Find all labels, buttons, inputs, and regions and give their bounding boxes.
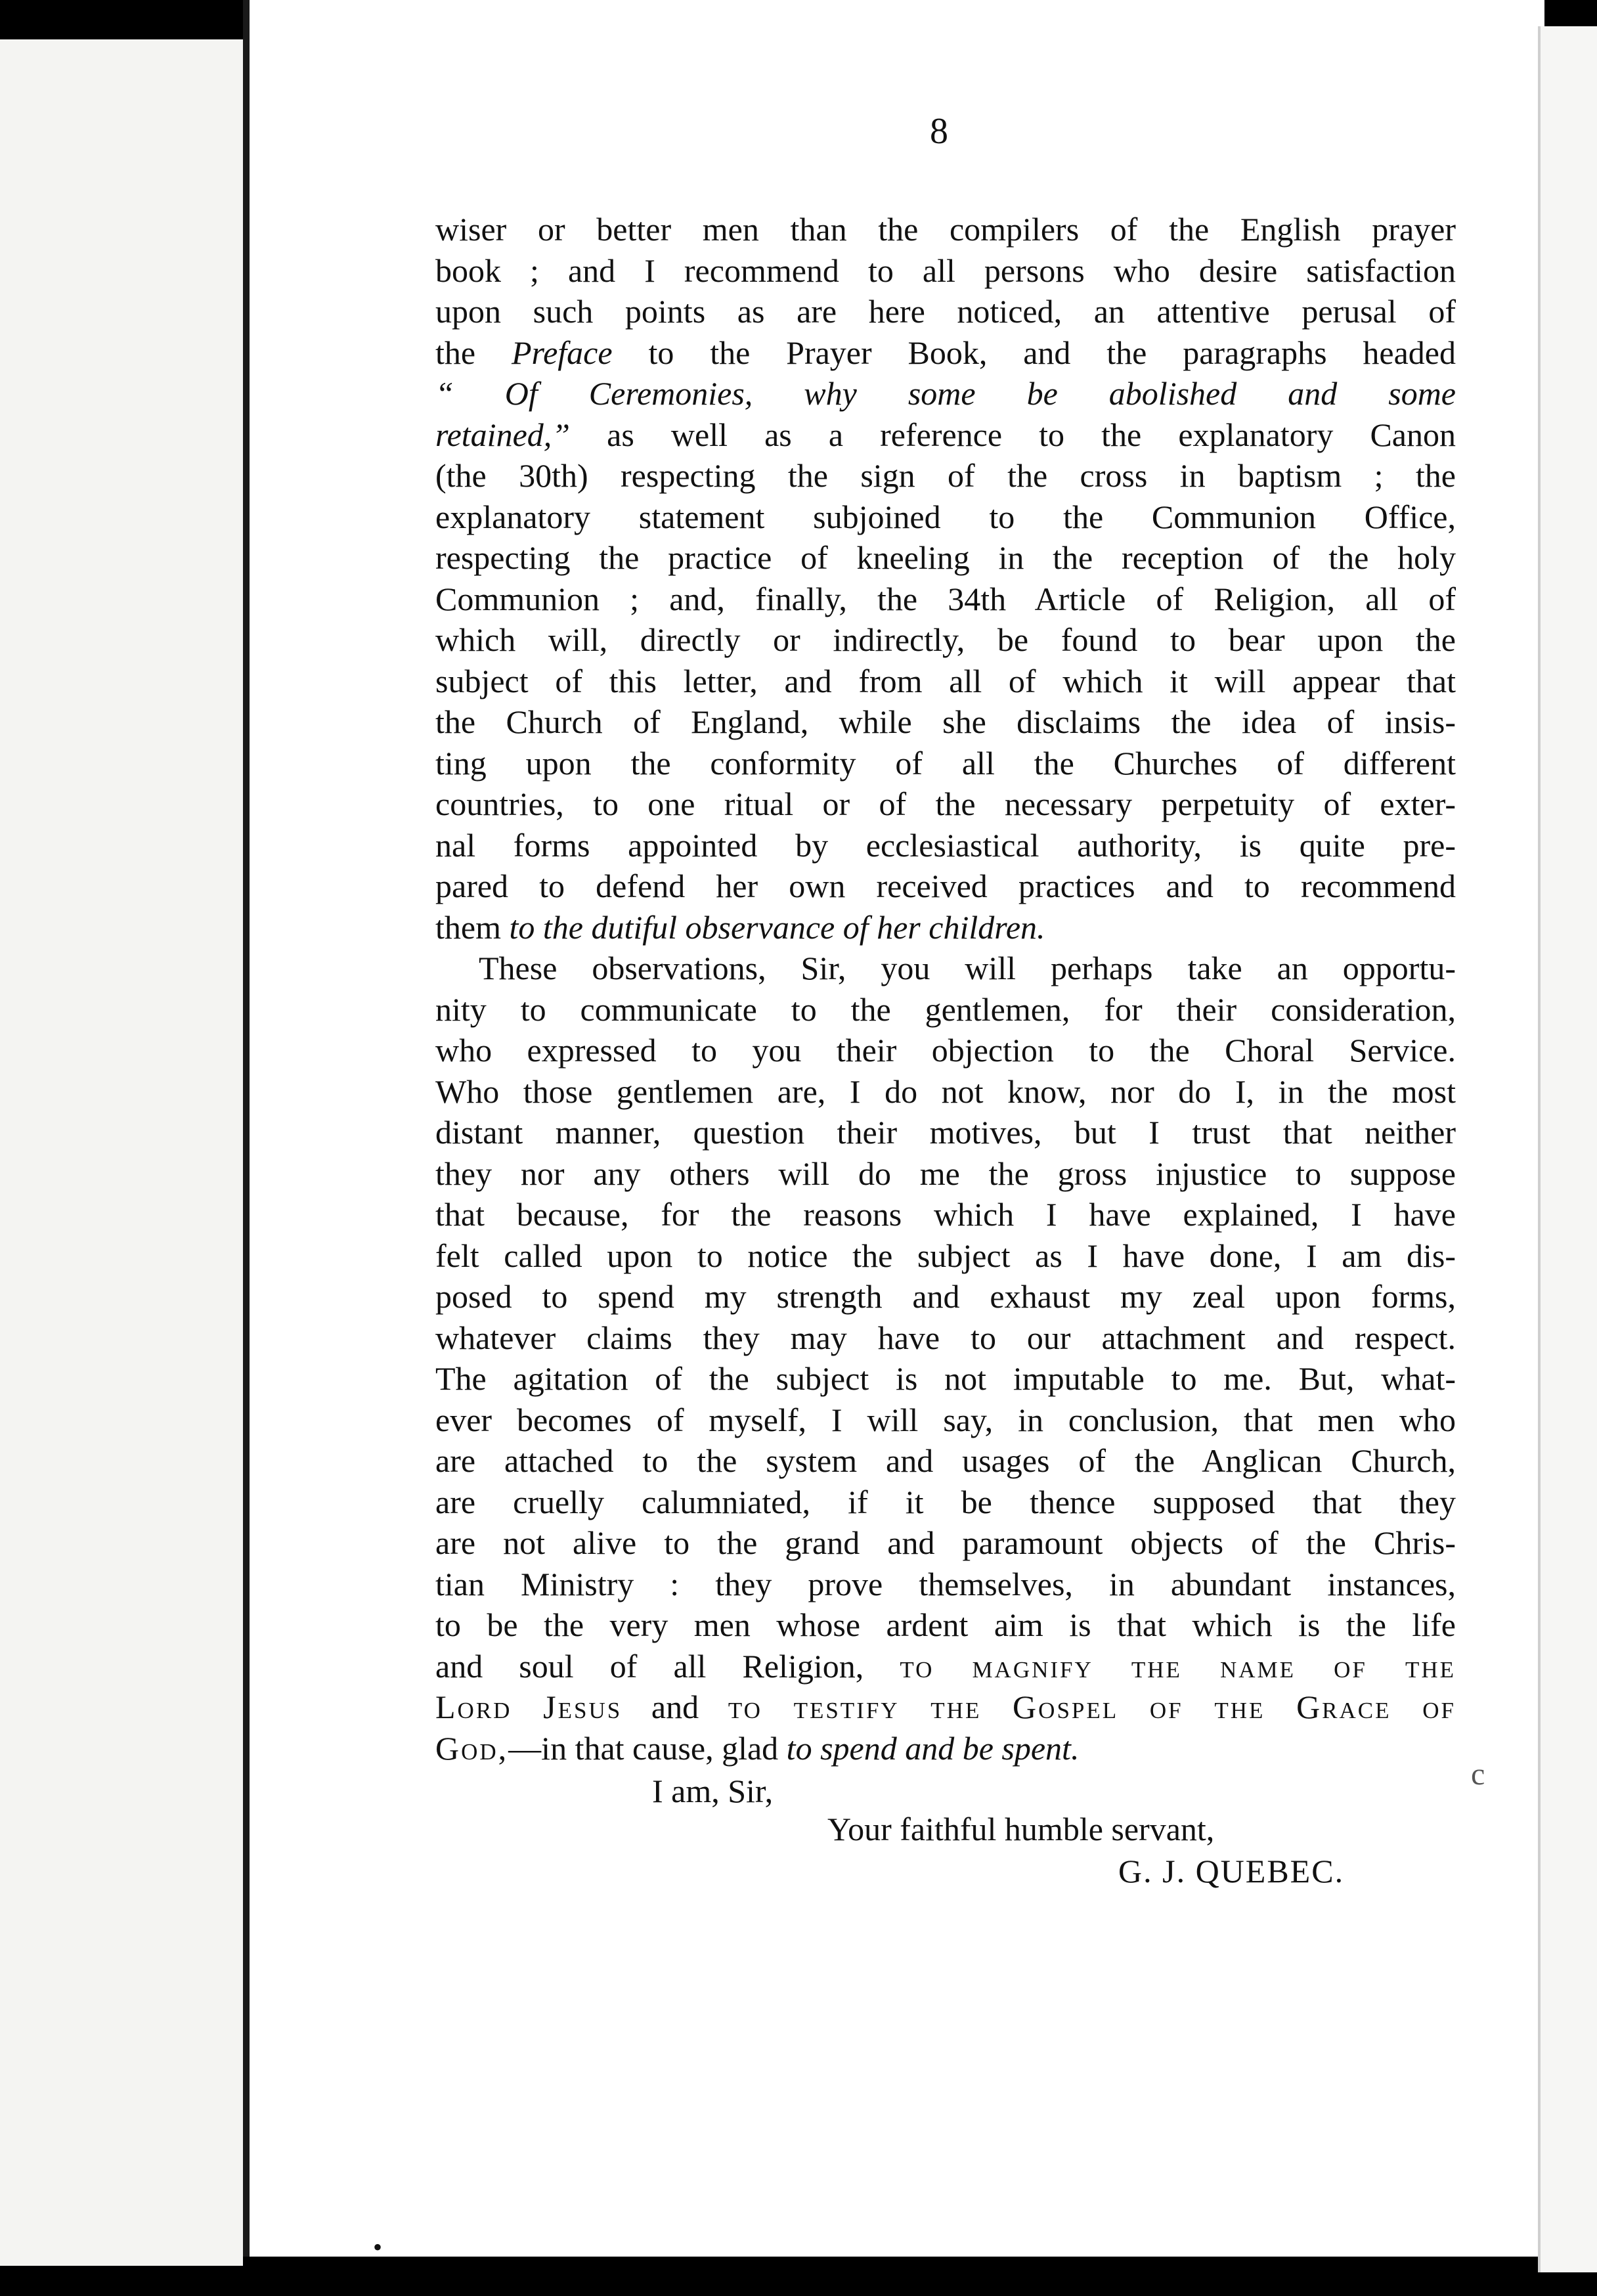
italic-phrase: to the dutiful observance of her children. (509, 908, 1045, 946)
body-line: distant manner, question their motives, but I trust that neither (435, 1114, 1456, 1151)
complimentary-close: Your faithful humble servant, (827, 1811, 1215, 1847)
text-run: and soul of all Religion, (435, 1647, 900, 1685)
body-line (435, 907, 1456, 948)
body-line: are not alive to the grand and paramount objects of the Chris- (435, 1524, 1456, 1561)
body-line: whatever claims they may have to our attachment and respect. (435, 1319, 1456, 1356)
body-line: are attached to the system and usages of the Anglican Church, (435, 1442, 1456, 1479)
body-line: felt called upon to notice the subject as I have done, I am dis- (435, 1237, 1456, 1274)
body-line (435, 1728, 1456, 1769)
page-number: 8 (930, 111, 948, 152)
body-line: nal forms appointed by ecclesiastical authority, is quite pre- (435, 826, 1456, 864)
body-line: ting upon the conformity of all the Churches of different (435, 744, 1456, 782)
body-line: countries, to one ritual or of the necessary perpetuity of exter- (435, 785, 1456, 822)
small-caps-phrase: Lord Jesus (435, 1689, 623, 1725)
body-line: Who those gentlemen are, I do not know, nor do I, in the most (435, 1072, 1456, 1110)
body-line: book ; and I recommend to all persons who desire satisfaction (435, 252, 1456, 289)
body-line (435, 332, 1456, 374)
body-line: “ Of Ceremonies, why some be abolished and some (435, 375, 1456, 412)
body-line: that because, for the reasons which I have explained, I have (435, 1196, 1456, 1233)
body-line: (the 30th) respecting the sign of the cross in baptism ; the (435, 457, 1456, 494)
body-line: ever becomes of myself, I will say, in conclusion, that men who (435, 1401, 1456, 1438)
body-line: to be the very men whose ardent aim is that which is the life (435, 1606, 1456, 1643)
bottom-dot-mark: • (373, 2232, 383, 2262)
body-line: are cruelly calumniated, if it be thence supposed that they (435, 1483, 1456, 1520)
body-line: nity to communicate to the gentlemen, for their consideration, (435, 990, 1456, 1028)
body-line: which will, directly or indirectly, be found to bear upon the (435, 621, 1456, 658)
small-caps-phrase: to magnify the name of the (900, 1647, 1456, 1685)
body-line: the Church of England, while she disclaims the idea of insis- (435, 703, 1456, 740)
body-line (435, 1646, 1456, 1687)
body-line: respecting the practice of kneeling in the reception of the holy (435, 539, 1456, 576)
right-page-edge (1538, 26, 1597, 2272)
small-caps-phrase: God, (435, 1729, 509, 1767)
body-line: upon such points as are here noticed, an attentive perusal of (435, 293, 1456, 330)
body-line: explanatory statement subjoined to the Communion Office, (435, 498, 1456, 535)
small-caps-phrase: to testify the Gospel of the Grace of (728, 1689, 1456, 1725)
body-line: posed to spend my strength and exhaust my zeal upon forms, (435, 1278, 1456, 1315)
italic-phrase: to spend and be spent. (786, 1729, 1080, 1767)
body-line: tian Ministry : they prove themselves, in abundant instances, (435, 1565, 1456, 1602)
text-run: as well as a reference to the explanatory Canon (570, 416, 1456, 453)
body-line: subject of this letter, and from all of which it will appear that (435, 662, 1456, 699)
left-board (0, 39, 243, 2266)
text-run: and (622, 1689, 728, 1725)
body-line: Communion ; and, finally, the 34th Article of Religion, all of (435, 580, 1456, 617)
margin-mark: c (1471, 1757, 1485, 1792)
italic-title: Preface (511, 334, 613, 371)
body-line: wiser or better men than the compilers of the English prayer (435, 211, 1456, 248)
body-line: These observations, Sir, you will perhaps take an opportu- (479, 950, 1456, 986)
body-line (435, 1687, 1456, 1728)
text-run: the (435, 334, 512, 371)
body-line: they nor any others will do me the gross injustice to suppose (435, 1155, 1456, 1192)
signature: G. J. QUEBEC. (1118, 1853, 1345, 1889)
text-run: them (435, 908, 510, 946)
text-run: to the Prayer Book, and the paragraphs headed (612, 334, 1456, 371)
body-line (435, 414, 1456, 456)
text-run: —in that cause, glad (508, 1729, 787, 1767)
body-line: who expressed to you their objection to the Choral Service. (435, 1032, 1456, 1069)
salutation: I am, Sir, (652, 1773, 774, 1809)
body-line: The agitation of the subject is not imputable to me. But, what- (435, 1360, 1456, 1397)
body-line: pared to defend her own received practices and to recommend (435, 868, 1456, 904)
letter-body (435, 209, 1456, 1769)
italic-title: retained,” (435, 416, 571, 453)
